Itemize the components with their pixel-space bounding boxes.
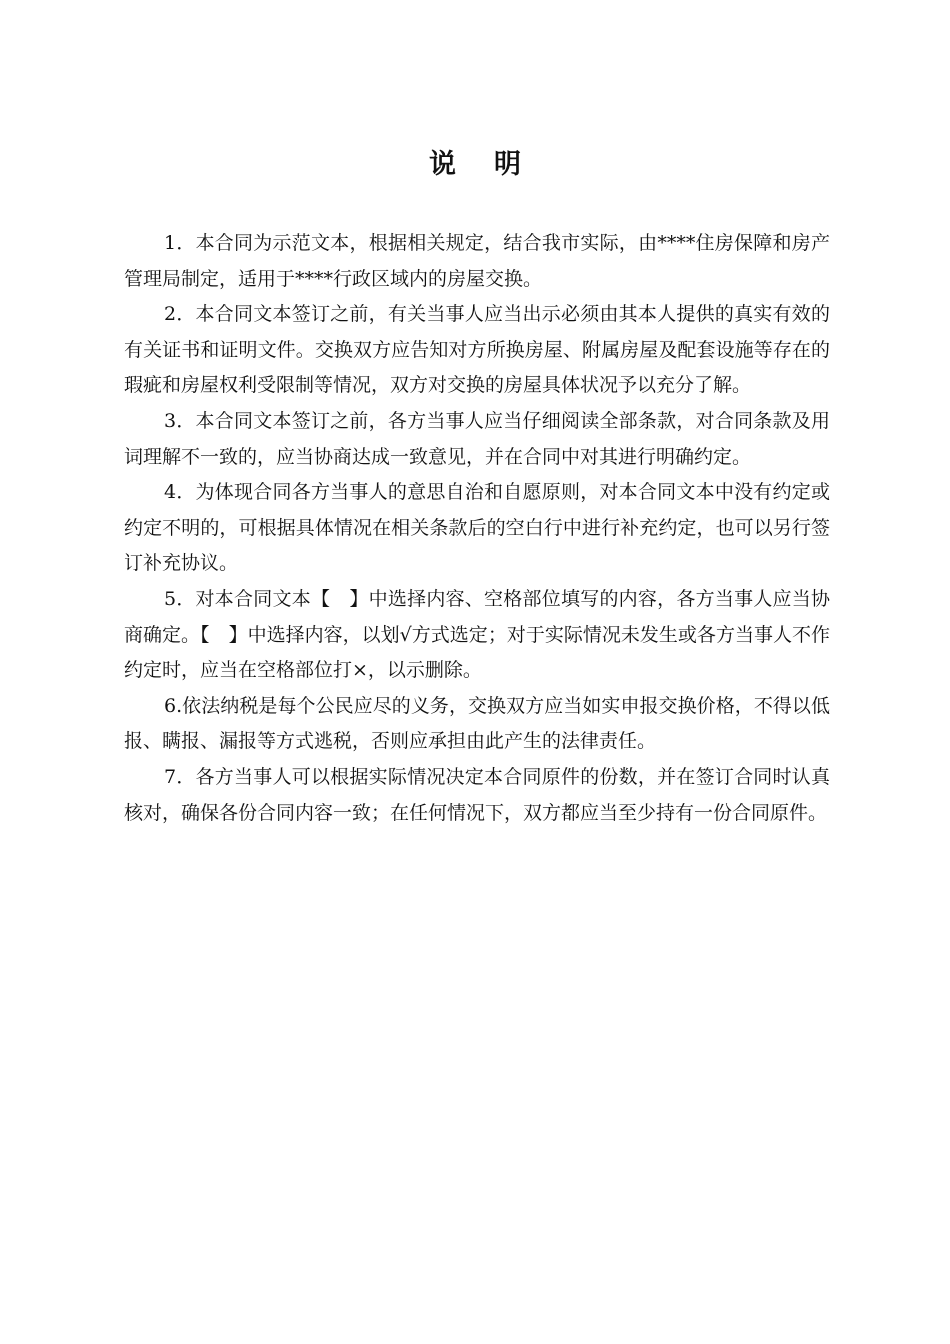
page-title: 说明: [429, 149, 559, 180]
paragraph-1: 1．本合同为示范文本，根据相关规定，结合我市实际，由****住房保障和房产管理局制定，适用于****行政区域内的房屋交换。: [124, 232, 830, 290]
paragraph-3: 3．本合同文本签订之前，各方当事人应当仔细阅读全部条款，对合同条款及用词理解不一致的，应当协商达成一致意见，并在合同中对其进行明确约定。: [124, 409, 830, 468]
paragraph-5: 5．对本合同文本【 】中选择内容、空格部位填写的内容，各方当事人应当协商确定。【 】中选择内容，以划√方式选定；对于实际情况未发生或各方当事人不作约定时，应当在空格部位打×，以示删除。: [124, 587, 830, 682]
paragraph-7: 7．各方当事人可以根据实际情况决定本合同原件的份数，并在签订合同时认真核对，确保各份合同内容一致；在任何情况下，双方都应当至少持有一份合同原件。: [124, 765, 830, 824]
instructions-body: [124, 226, 830, 831]
paragraph-6: 6.依法纳税是每个公民应尽的义务，交换双方应当如实申报交换价格，不得以低报、瞒报、漏报等方式逃税，否则应承担由此产生的法律责任。: [124, 694, 830, 753]
paragraph-4: 4．为体现合同各方当事人的意思自治和自愿原则，对本合同文本中没有约定或约定不明的，可根据具体情况在相关条款后的空白行中进行补充约定，也可以另行签订补充协议。: [124, 481, 830, 575]
paragraph-2: 2．本合同文本签订之前，有关当事人应当出示必须由其本人提供的真实有效的有关证书和证明文件。交换双方应告知对方所换房屋、附属房屋及配套设施等存在的瑕疵和房屋权利受限制等情况，双方对交换的房屋具体状况予以充分了解。: [124, 303, 830, 397]
